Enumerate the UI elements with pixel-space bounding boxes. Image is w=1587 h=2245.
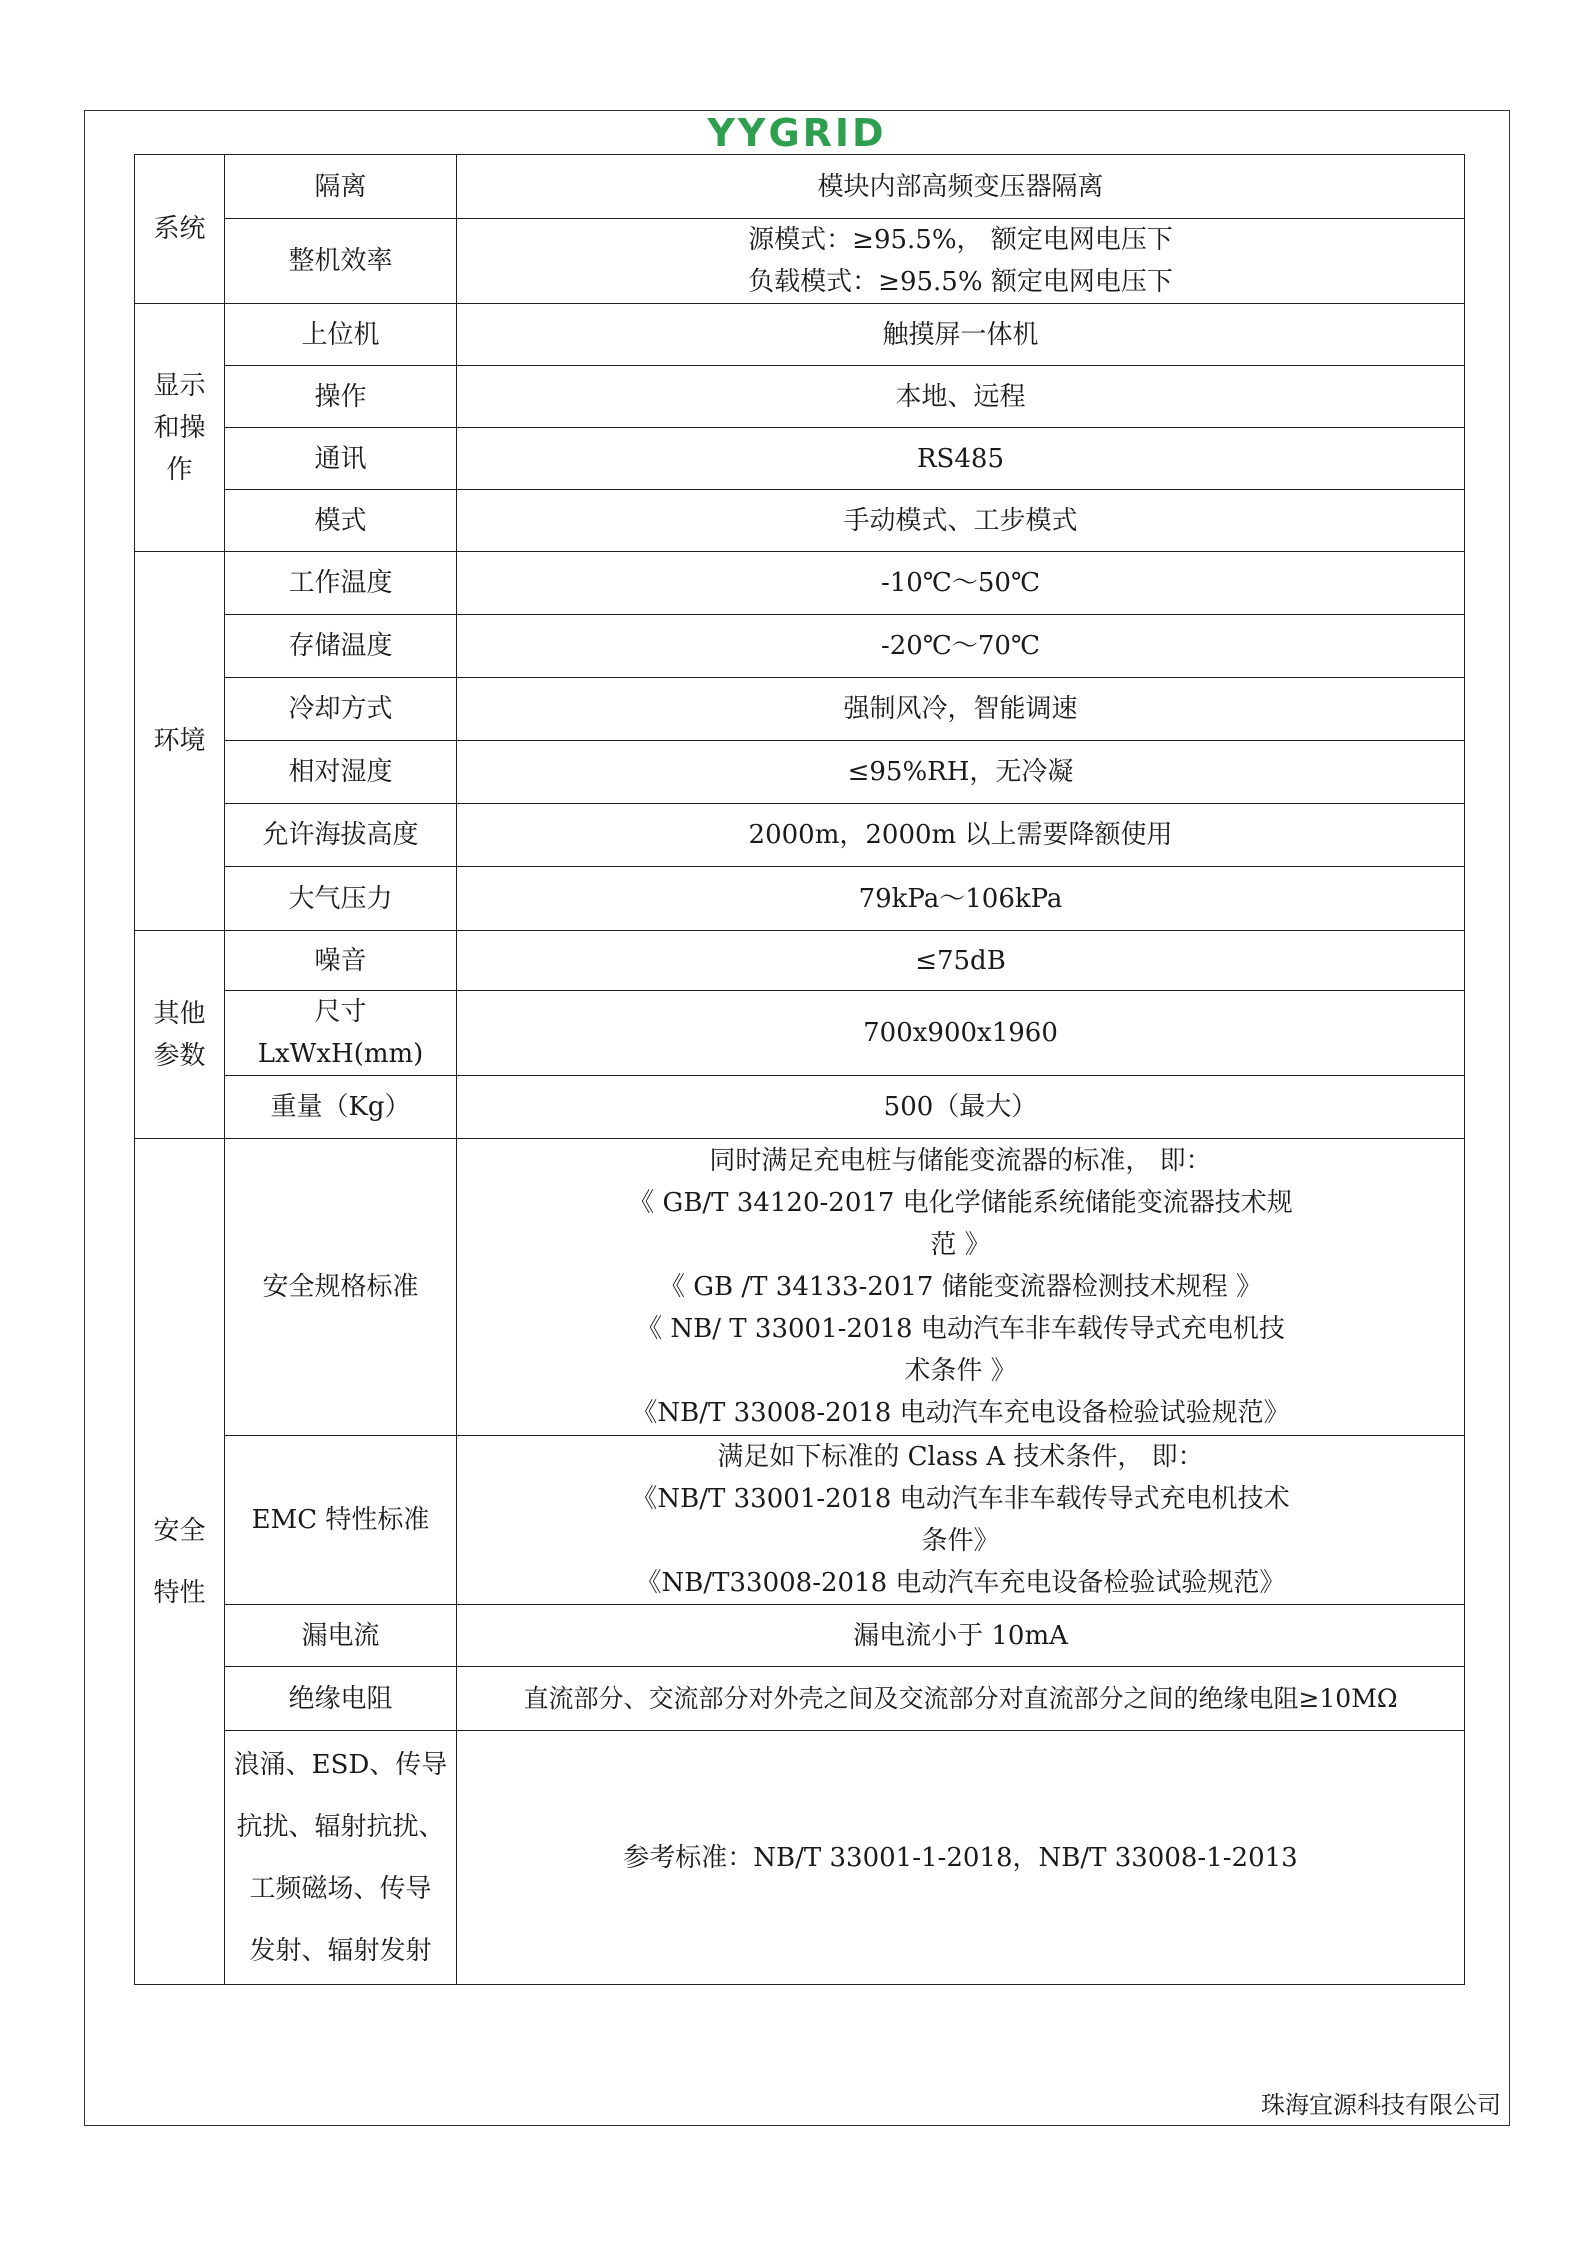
category-display xyxy=(135,304,225,552)
row-label: 冷却方式 xyxy=(225,678,457,741)
table-row xyxy=(135,1139,1465,1436)
company-name-footer: 珠海宜源科技有限公司 xyxy=(1261,2091,1501,2119)
row-label: 噪音 xyxy=(225,931,457,991)
category-environment: 环境 xyxy=(135,552,225,931)
table-row xyxy=(135,1605,1465,1667)
table-row xyxy=(135,1436,1465,1605)
table-row xyxy=(135,1076,1465,1139)
value-line: 《NB/T 33008-2018 电动汽车充电设备检验试验规范》 xyxy=(631,1398,1290,1428)
row-value: 直流部分、交流部分对外壳之间及交流部分对直流部分之间的绝缘电阻≥10MΩ xyxy=(457,1667,1465,1731)
row-label: 通讯 xyxy=(225,428,457,490)
category-other xyxy=(135,931,225,1139)
row-label: 允许海拔高度 xyxy=(225,804,457,867)
value-line: 《 GB /T 34133-2017 储能变流器检测技术规程 》 xyxy=(659,1272,1262,1302)
category-line: 显示 xyxy=(153,370,206,401)
value-line: 《NB/T 33001-2018 电动汽车非车载传导式充电机技术 xyxy=(631,1484,1290,1514)
table-row xyxy=(135,304,1465,366)
row-value: ≤95%RH，无冷凝 xyxy=(457,741,1465,804)
value-line: 满足如下标准的 Class A 技术条件， 即： xyxy=(717,1442,1204,1472)
value-line: 《 NB/ T 33001-2018 电动汽车非车载传导式充电机技 xyxy=(636,1314,1285,1344)
row-label: 整机效率 xyxy=(225,219,457,304)
table-row xyxy=(135,1731,1465,1985)
table-row xyxy=(135,155,1465,219)
label-line: 工频磁场、传导 xyxy=(249,1873,432,1904)
row-label: 安全规格标准 xyxy=(225,1139,457,1436)
table-row xyxy=(135,804,1465,867)
value-line: 负载模式：≥95.5% 额定电网电压下 xyxy=(748,267,1173,297)
spec-table xyxy=(134,154,1465,1985)
row-value: 2000m，2000m 以上需要降额使用 xyxy=(457,804,1465,867)
label-line: 发射、辐射发射 xyxy=(249,1935,432,1966)
category-line: 和操 xyxy=(153,412,206,443)
table-row xyxy=(135,490,1465,552)
value-line: 《 GB/T 34120-2017 电化学储能系统储能变流器技术规 xyxy=(628,1188,1293,1218)
row-value: -10℃～50℃ xyxy=(457,552,1465,615)
row-value: 700x900x1960 xyxy=(457,991,1465,1076)
category-line: 作 xyxy=(166,454,193,485)
row-value xyxy=(457,1436,1465,1605)
category-line: 特性 xyxy=(153,1577,206,1608)
row-value: 强制风冷，智能调速 xyxy=(457,678,1465,741)
row-label: EMC 特性标准 xyxy=(225,1436,457,1605)
table-row xyxy=(135,428,1465,490)
row-value: 79kPa～106kPa xyxy=(457,867,1465,931)
value-line: 范 》 xyxy=(930,1230,991,1260)
label-line: 抗扰、辐射抗扰、 xyxy=(236,1811,445,1842)
table-row xyxy=(135,931,1465,991)
row-value: 500（最大） xyxy=(457,1076,1465,1139)
row-label: 工作温度 xyxy=(225,552,457,615)
value-line: 《NB/T33008-2018 电动汽车充电设备检验试验规范》 xyxy=(635,1568,1286,1598)
table-row xyxy=(135,741,1465,804)
row-label: 存储温度 xyxy=(225,615,457,678)
category-line: 参数 xyxy=(153,1040,206,1071)
row-label: 尺寸 LxWxH(mm) xyxy=(225,991,457,1076)
row-label xyxy=(225,1731,457,1985)
row-label: 漏电流 xyxy=(225,1605,457,1667)
company-logo: YYGRID xyxy=(707,111,887,155)
row-label: 模式 xyxy=(225,490,457,552)
value-line: 条件》 xyxy=(921,1526,1000,1556)
value-line: 术条件 》 xyxy=(904,1356,1017,1386)
table-row xyxy=(135,219,1465,304)
value-line: 同时满足充电桩与储能变流器的标准， 即： xyxy=(709,1146,1212,1176)
row-label: 上位机 xyxy=(225,304,457,366)
table-row xyxy=(135,552,1465,615)
row-label: 重量（Kg） xyxy=(225,1076,457,1139)
category-line: 其他 xyxy=(153,998,206,1029)
row-value: ≤75dB xyxy=(457,931,1465,991)
row-label: 隔离 xyxy=(225,155,457,219)
category-system: 系统 xyxy=(135,155,225,304)
row-value: RS485 xyxy=(457,428,1465,490)
row-label: 操作 xyxy=(225,366,457,428)
row-label: 大气压力 xyxy=(225,867,457,931)
row-label: 相对湿度 xyxy=(225,741,457,804)
table-row xyxy=(135,867,1465,931)
row-value: 参考标准：NB/T 33001-1-2018，NB/T 33008-1-2013 xyxy=(457,1731,1465,1985)
label-line: 浪涌、ESD、传导 xyxy=(233,1749,448,1780)
row-value xyxy=(457,1139,1465,1436)
category-safety xyxy=(135,1139,225,1985)
category-line: 安全 xyxy=(153,1515,206,1546)
table-row xyxy=(135,366,1465,428)
table-row xyxy=(135,1667,1465,1731)
table-row xyxy=(135,615,1465,678)
row-value: -20℃～70℃ xyxy=(457,615,1465,678)
row-value: 触摸屏一体机 xyxy=(457,304,1465,366)
table-row xyxy=(135,678,1465,741)
row-value: 手动模式、工步模式 xyxy=(457,490,1465,552)
row-label: 绝缘电阻 xyxy=(225,1667,457,1731)
row-value xyxy=(457,219,1465,304)
row-value: 漏电流小于 10mA xyxy=(457,1605,1465,1667)
value-line: 源模式：≥95.5%， 额定电网电压下 xyxy=(748,225,1173,255)
row-value: 模块内部高频变压器隔离 xyxy=(457,155,1465,219)
table-row xyxy=(135,991,1465,1076)
row-value: 本地、远程 xyxy=(457,366,1465,428)
